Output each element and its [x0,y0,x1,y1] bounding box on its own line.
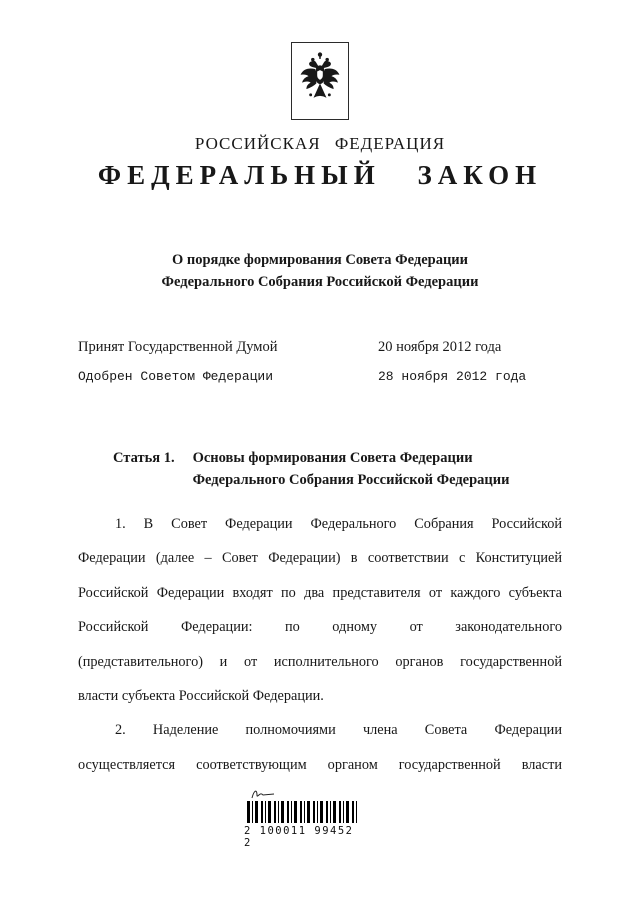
approved-by-federation-council-label: Одобрен Советом Федерации [78,369,274,384]
law-title-line: О порядке формирования Совета Федерации [171,252,469,268]
adopted-by-duma-date: 20 ноября 2012 года [378,339,502,355]
text-line: 1. В Совет Федерации Федерального Собрания Российской [115,516,562,532]
text-line: власти субъекта Российской Федерации. [78,688,324,705]
article-1-title [193,447,510,491]
law-title [0,249,640,293]
text-line: (представительного) и от исполнительного органов государственной [78,653,562,670]
adopted-by-duma-label: Принят Государственной Думой [78,339,278,355]
law-title-line: Федерального Собрания Российской Федерации [161,274,479,290]
text-line: 2. Наделение полномочиями члена Совета Федерации [115,722,562,739]
barcode-number: 2 100011 99452 2 [244,825,354,849]
text-line: осуществляется соответствующим органом государственной власти [78,756,562,773]
article-1-title-line: Федерального Собрания Российской Федерации [192,472,510,488]
adopted-by-duma-row [78,339,562,369]
article-1-heading [113,447,562,491]
approved-by-federation-council-date: 28 ноября 2012 года [378,369,527,384]
text-line: Российской Федерации входят по два представителя от каждого субъекта [78,584,562,601]
emblem-box [291,42,349,120]
country-heading: РОССИЙСКАЯ ФЕДЕРАЦИЯ [194,134,446,153]
document-type-heading: ФЕДЕРАЛЬНЫЙ ЗАКОН [97,160,543,190]
russian-coat-of-arms-icon [297,49,343,114]
paragraph [78,507,562,713]
text-line: Российской Федерации: по одному от законодательного [78,619,562,636]
article-1-label: Статья 1. [113,450,175,466]
text-line: Федерации (далее – Совет Федерации) в соответствии с Конституцией [78,550,562,567]
barcode-block [244,801,360,849]
article-1-title-line: Основы формирования Совета Федерации [192,450,473,466]
handwritten-mark-icon [250,787,276,806]
approved-by-federation-council-row [78,369,562,399]
adoption-block [78,339,562,399]
paragraph [78,713,562,782]
paragraphs [78,507,562,782]
